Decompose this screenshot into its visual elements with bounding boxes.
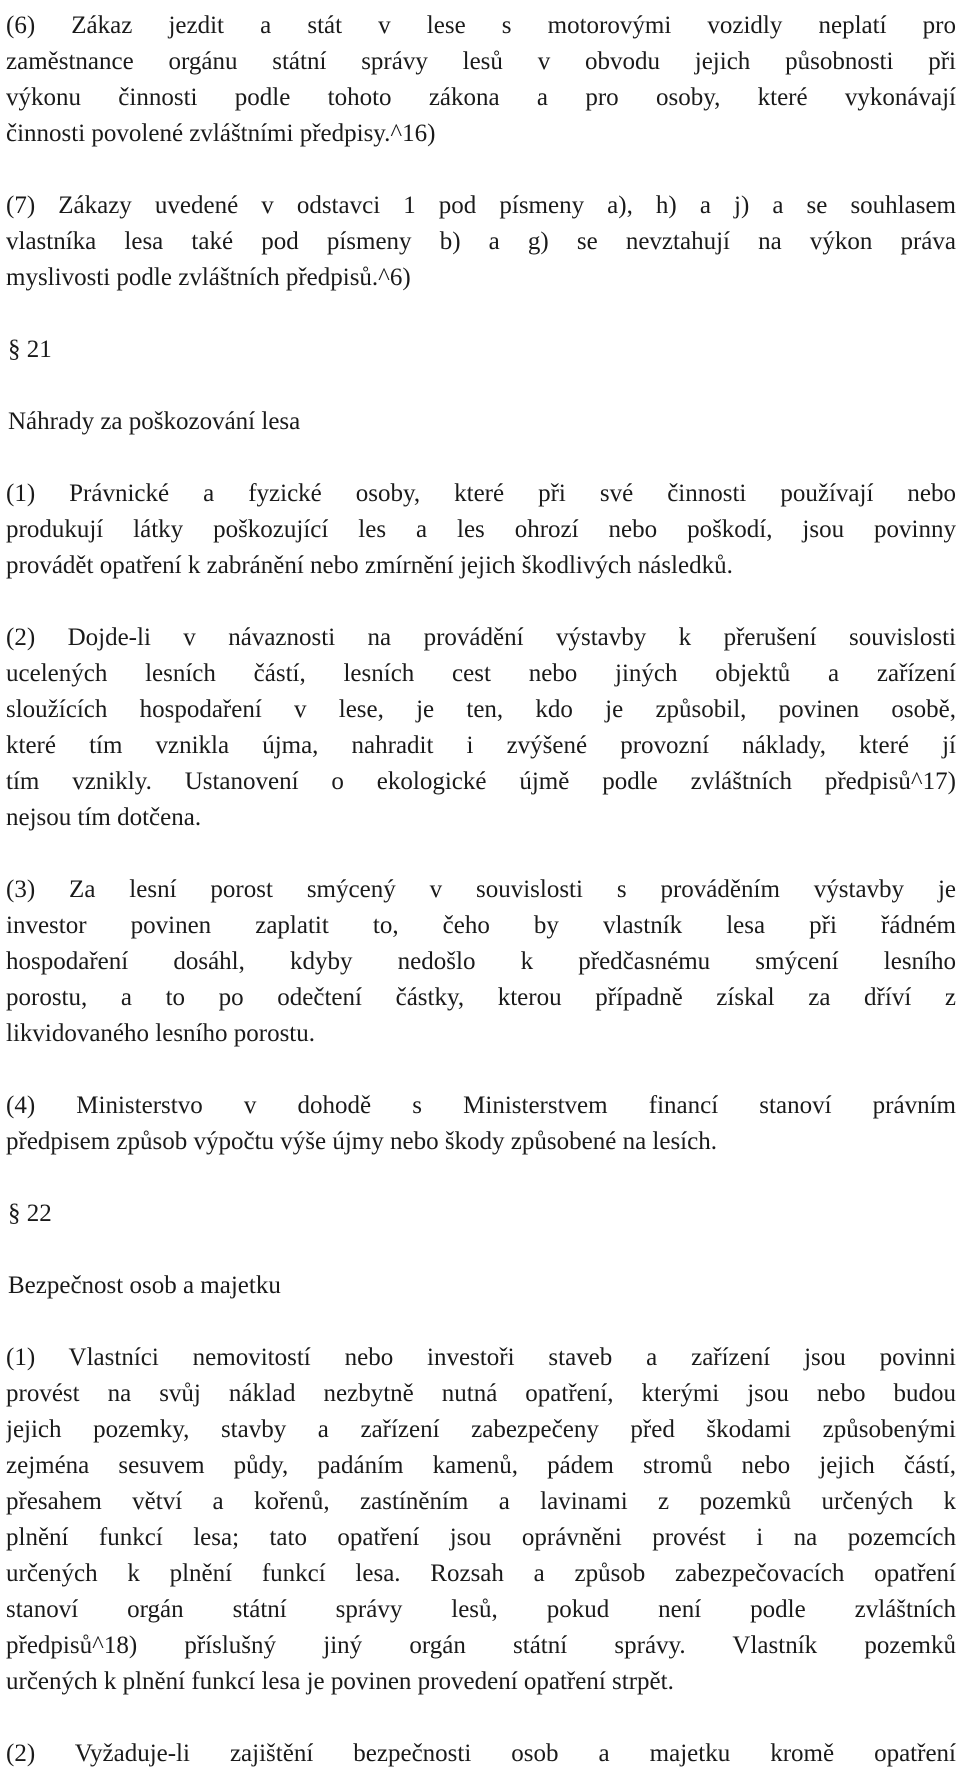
text-line: zejména sesuvem půdy, padáním kamenů, pádem stromů nebo jejich částí, <box>6 1452 956 1479</box>
paragraph-spacer <box>6 1304 956 1340</box>
paragraph-22-2 <box>6 1736 956 1772</box>
paragraph-spacer <box>6 368 956 404</box>
section-21-title <box>6 404 956 440</box>
paragraph-spacer <box>6 152 956 188</box>
paragraph-21-1 <box>6 476 956 584</box>
text-line: plnění funkcí lesa; tato opatření jsou oprávněni provést i na pozemcích <box>6 1524 956 1551</box>
paragraph-spacer <box>6 584 956 620</box>
text-line: (2) Vyžaduje-li zajištění bezpečnosti osob a majetku kromě opatření <box>6 1740 956 1767</box>
text-line: (7) Zákazy uvedené v odstavci 1 pod písmeny a), h) a j) a se souhlasem <box>6 192 956 219</box>
paragraph-spacer <box>6 836 956 872</box>
text-line: provést na svůj náklad nezbytně nutná opatření, kterými jsou nebo budou <box>6 1380 956 1407</box>
paragraph-22-1 <box>6 1340 956 1700</box>
paragraph-spacer <box>6 440 956 476</box>
text-line: myslivosti podle zvláštních předpisů.^6) <box>6 264 411 291</box>
text-line: provádět opatření k zabránění nebo zmírnění jejich škodlivých následků. <box>6 552 733 579</box>
paragraph-spacer <box>6 1700 956 1736</box>
paragraph-spacer <box>6 1232 956 1268</box>
text-line: tím vznikly. Ustanovení o ekologické újmě podle zvláštních předpisů^17) <box>6 768 956 795</box>
text-line: jejich pozemky, stavby a zařízení zabezpečeny před škodami způsobenými <box>6 1416 956 1443</box>
text-line: předpisů^18) příslušný jiný orgán státní správy. Vlastník pozemků <box>6 1632 956 1659</box>
text-line: nejsou tím dotčena. <box>6 804 202 831</box>
text-line: porostu, a to po odečtení částky, kterou případně získal za dříví z <box>6 984 956 1011</box>
text-line: přesahem větví a kořenů, zastíněním a lavinami z pozemků určených k <box>6 1488 956 1515</box>
text-line: (1) Vlastníci nemovitostí nebo investoři staveb a zařízení jsou povinni <box>6 1344 956 1371</box>
text-line: předpisem způsob výpočtu výše újmy nebo škody způsobené na lesích. <box>6 1128 717 1155</box>
text-line: § 21 <box>8 336 52 363</box>
text-line: investor povinen zaplatit to, čeho by vlastník lesa při řádném <box>6 912 956 939</box>
text-line: (3) Za lesní porost smýcený v souvislosti s prováděním výstavby je <box>6 876 956 903</box>
text-line: které tím vznikla újma, nahradit i zvýšené provozní náklady, které jí <box>6 732 956 759</box>
text-line: likvidovaného lesního porostu. <box>6 1020 315 1047</box>
document-page <box>6 0 956 1772</box>
section-22-title <box>6 1268 956 1304</box>
text-line: Bezpečnost osob a majetku <box>8 1272 281 1299</box>
paragraph-21-4 <box>6 1088 956 1160</box>
text-line: (6) Zákaz jezdit a stát v lese s motorovými vozidly neplatí pro <box>6 12 956 39</box>
text-line: sloužících hospodaření v lese, je ten, kdo je způsobil, povinen osobě, <box>6 696 956 723</box>
text-line: stanoví orgán státní správy lesů, pokud není podle zvláštních <box>6 1596 956 1623</box>
text-line: hospodaření dosáhl, kdyby nedošlo k předčasnému smýcení lesního <box>6 948 956 975</box>
paragraph-20-6 <box>6 8 956 152</box>
text-line: (2) Dojde-li v návaznosti na provádění výstavby k přerušení souvislosti <box>6 624 956 651</box>
text-line: zaměstnance orgánu státní správy lesů v obvodu jejich působnosti při <box>6 48 956 75</box>
text-line: ucelených lesních částí, lesních cest nebo jiných objektů a zařízení <box>6 660 956 687</box>
text-line: určených k plnění funkcí lesa je povinen provedení opatření strpět. <box>6 1668 674 1695</box>
text-line: § 22 <box>8 1200 52 1227</box>
paragraph-21-3 <box>6 872 956 1052</box>
section-22-number <box>6 1196 956 1232</box>
text-line: činnosti povolené zvláštními předpisy.^16) <box>6 120 436 147</box>
text-line: (4) Ministerstvo v dohodě s Ministerstvem financí stanoví právním <box>6 1092 956 1119</box>
paragraph-20-7 <box>6 188 956 296</box>
paragraph-spacer <box>6 1052 956 1088</box>
paragraph-spacer <box>6 296 956 332</box>
text-line: výkonu činnosti podle tohoto zákona a pro osoby, které vykonávají <box>6 84 956 111</box>
paragraph-spacer <box>6 1160 956 1196</box>
text-line: určených k plnění funkcí lesa. Rozsah a způsob zabezpečovacích opatření <box>6 1560 956 1587</box>
section-21-number <box>6 332 956 368</box>
text-line: vlastníka lesa také pod písmeny b) a g) se nevztahují na výkon práva <box>6 228 956 255</box>
text-line: produkují látky poškozující les a les ohrozí nebo poškodí, jsou povinny <box>6 516 956 543</box>
text-line: (1) Právnické a fyzické osoby, které při své činnosti používají nebo <box>6 480 956 507</box>
paragraph-21-2 <box>6 620 956 836</box>
text-line: Náhrady za poškozování lesa <box>8 408 301 435</box>
